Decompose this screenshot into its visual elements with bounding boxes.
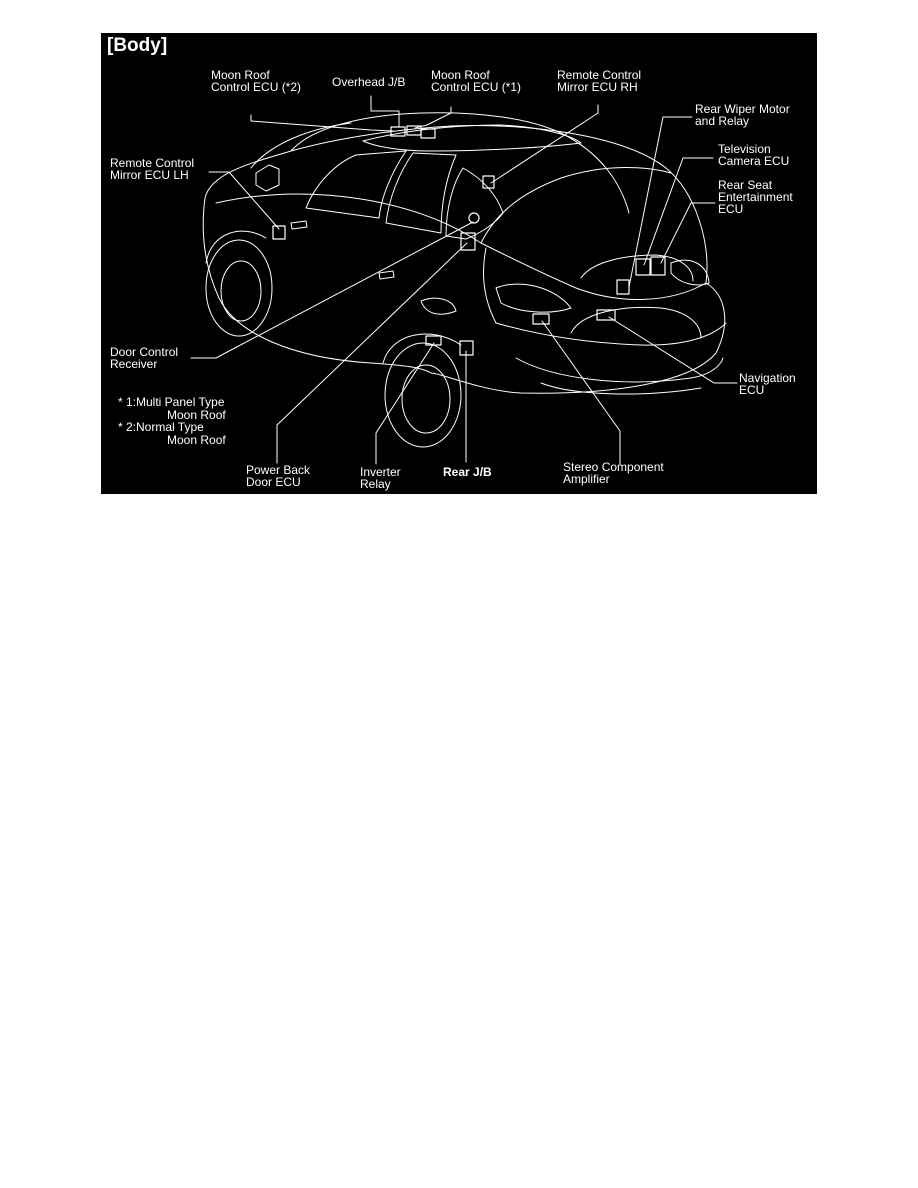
footnote-2-cont: Moon Roof: [167, 432, 226, 447]
diagram-panel: [101, 33, 817, 494]
label-stereo-amp: Stereo Component Amplifier: [563, 460, 664, 486]
door-control-receiver-box: [469, 213, 479, 223]
footnote-1-cont: Moon Roof: [167, 407, 226, 422]
tv-camera-ecu-box: [636, 259, 650, 275]
label-rear-jb: Rear J/B: [443, 465, 492, 479]
label-mirror-ecu-rh: Remote Control Mirror ECU RH: [557, 68, 642, 94]
label-overhead-jb: Overhead J/B: [332, 75, 406, 89]
label-tv-camera-ecu: Television Camera ECU: [718, 142, 790, 168]
label-moon-roof-ecu-1: Moon Roof Control ECU (*1): [431, 68, 522, 94]
label-mirror-ecu-lh: Remote Control Mirror ECU LH: [110, 156, 195, 182]
moon-roof-ecu-2-box: [421, 129, 435, 138]
label-rear-seat-ecu: Rear Seat Entertainment ECU: [718, 178, 793, 216]
leader-lines: [191, 96, 737, 464]
footnotes: [118, 396, 226, 446]
mirror-ecu-lh-box: [273, 226, 285, 239]
car-body-outline: [203, 113, 726, 447]
component-boxes: [273, 126, 665, 355]
rear-wiper-box: [617, 280, 629, 294]
footnote-2: * 2:Normal Type: [118, 420, 204, 434]
label-power-back-door-ecu: Power Back Door ECU: [246, 463, 311, 489]
section-heading: [Body]: [107, 35, 168, 56]
footnote-1: * 1:Multi Panel Type: [118, 395, 225, 409]
label-rear-wiper: Rear Wiper Motor and Relay: [695, 102, 790, 128]
label-navigation-ecu: Navigation ECU: [739, 371, 796, 397]
label-inverter-relay: Inverter Relay: [360, 465, 401, 491]
stereo-amp-box: [533, 314, 549, 324]
label-door-control-receiver: Door Control Receiver: [110, 345, 179, 371]
label-moon-roof-ecu-2: Moon Roof Control ECU (*2): [211, 68, 302, 94]
